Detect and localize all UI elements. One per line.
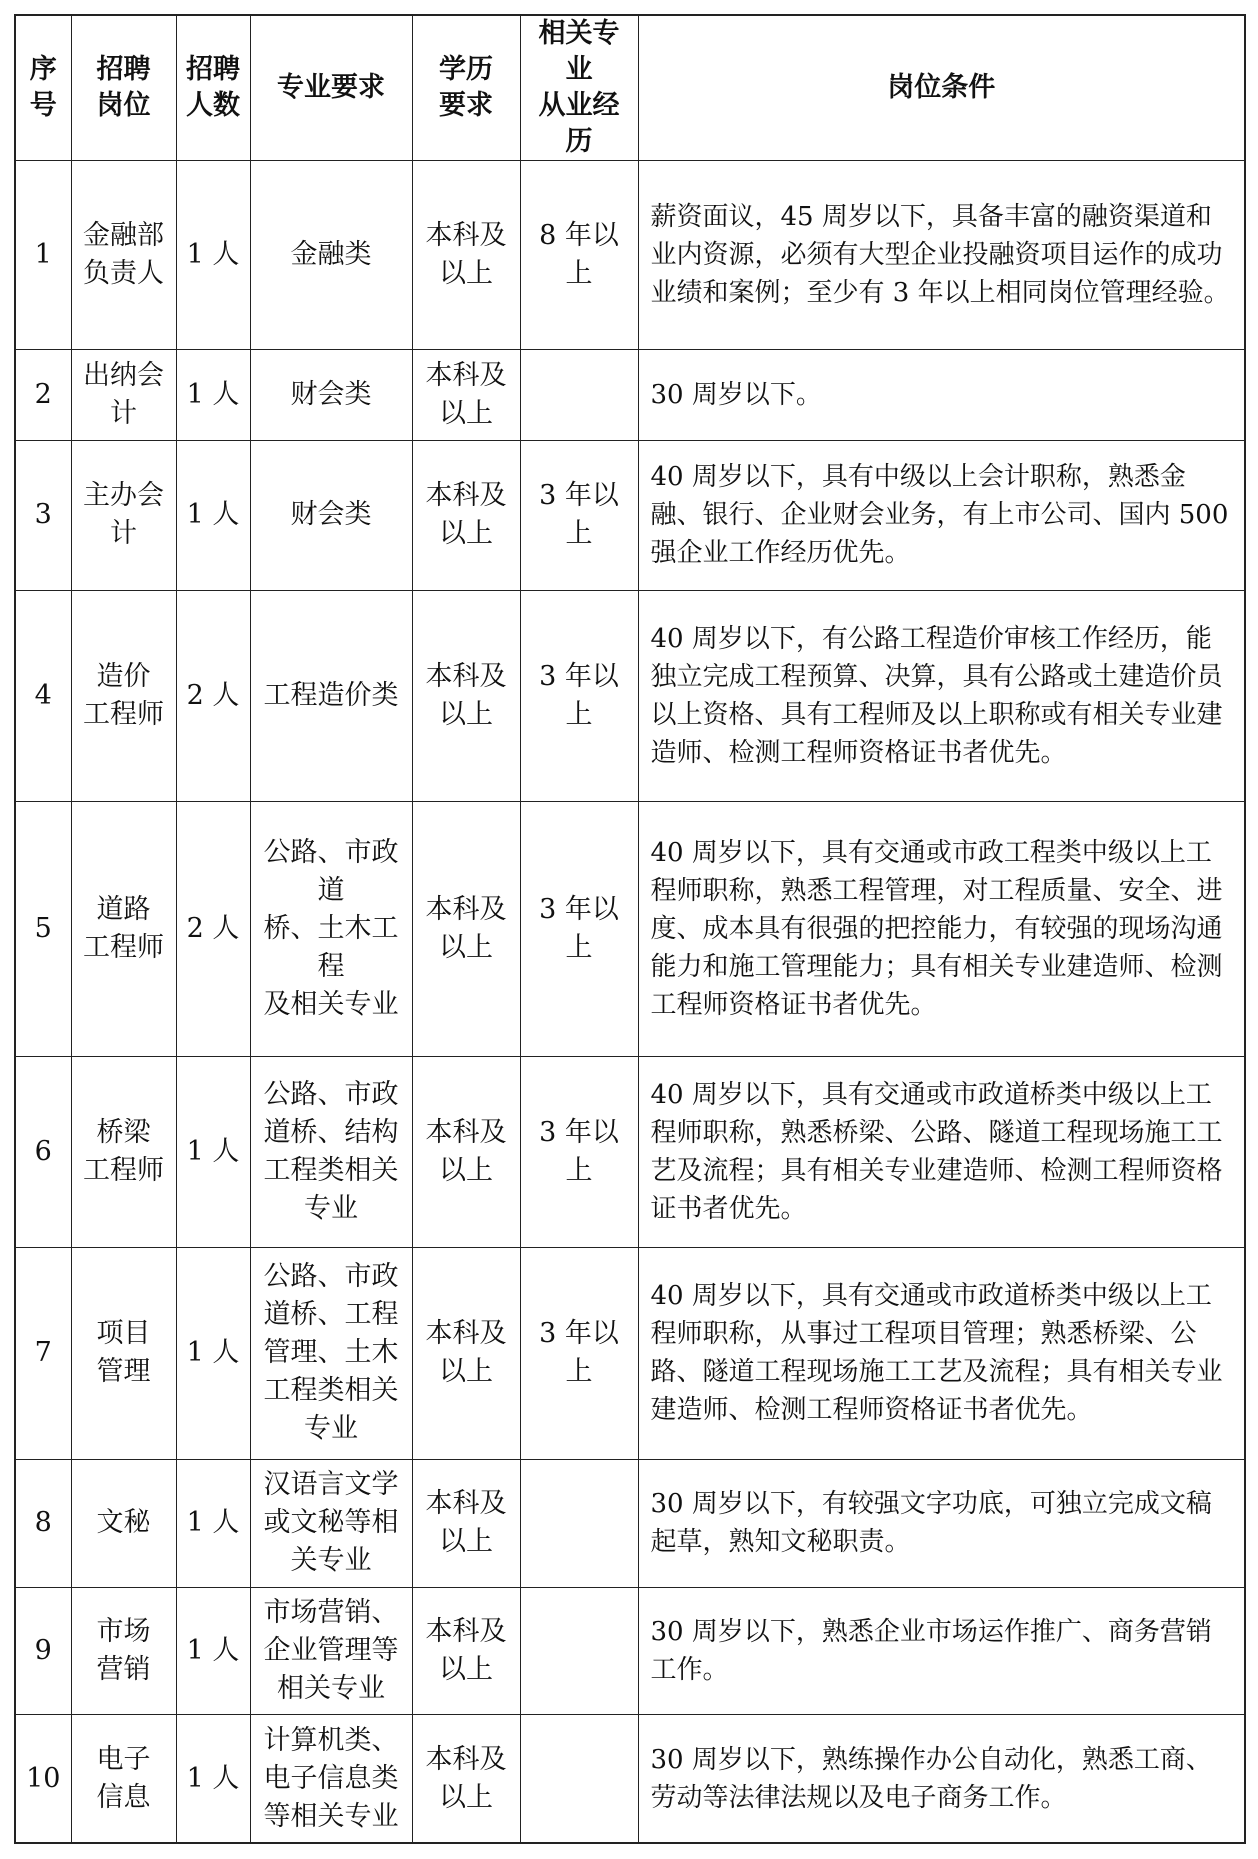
table-row: [15, 161, 1245, 350]
education-requirement: 本科及 以上: [412, 1247, 520, 1459]
row-number: 3: [15, 440, 71, 590]
recruitment-table: [14, 14, 1246, 1844]
experience-requirement: 3 年以上: [520, 590, 638, 801]
experience-requirement: [520, 349, 638, 440]
headcount: 1 人: [176, 1715, 250, 1843]
major-requirement: 财会类: [250, 349, 412, 440]
post-conditions: 40 周岁以下，有公路工程造价审核工作经历，能独立完成工程预算、决算，具有公路或土建造价员以上资格、具有工程师及以上职称或有相关专业建造师、检测工程师资格证书者优先。: [638, 590, 1245, 801]
headcount: 1 人: [176, 1587, 250, 1715]
headcount: 2 人: [176, 590, 250, 801]
major-requirement: 汉语言文学 或文秘等相 关专业: [250, 1459, 412, 1587]
row-number: 10: [15, 1715, 71, 1843]
header-row: [15, 15, 1245, 161]
post-name: 桥梁 工程师: [71, 1056, 176, 1247]
row-number: 7: [15, 1247, 71, 1459]
row-number: 9: [15, 1587, 71, 1715]
headcount: 2 人: [176, 801, 250, 1056]
experience-requirement: [520, 1715, 638, 1843]
row-number: 8: [15, 1459, 71, 1587]
post-name: 市场 营销: [71, 1587, 176, 1715]
major-requirement: 公路、市政 道桥、结构 工程类相关 专业: [250, 1056, 412, 1247]
education-requirement: 本科及 以上: [412, 1459, 520, 1587]
header-exp: 相关专业 从业经历: [520, 15, 638, 161]
table-row: [15, 1056, 1245, 1247]
row-number: 2: [15, 349, 71, 440]
major-requirement: 计算机类、 电子信息类 等相关专业: [250, 1715, 412, 1843]
education-requirement: 本科及 以上: [412, 1056, 520, 1247]
major-requirement: 财会类: [250, 440, 412, 590]
headcount: 1 人: [176, 440, 250, 590]
education-requirement: 本科及 以上: [412, 1587, 520, 1715]
header-no: 序 号: [15, 15, 71, 161]
post-name: 道路 工程师: [71, 801, 176, 1056]
table-row: [15, 1247, 1245, 1459]
header-post: 招聘 岗位: [71, 15, 176, 161]
education-requirement: 本科及 以上: [412, 1715, 520, 1843]
major-requirement: 公路、市政道 桥、土木工程 及相关专业: [250, 801, 412, 1056]
headcount: 1 人: [176, 1056, 250, 1247]
post-conditions: 30 周岁以下。: [638, 349, 1245, 440]
post-conditions: 40 周岁以下，具有交通或市政道桥类中级以上工程师职称，从事过工程项目管理；熟悉桥梁、公路、隧道工程现场施工工艺及流程；具有相关专业建造师、检测工程师资格证书者优先。: [638, 1247, 1245, 1459]
table-row: [15, 349, 1245, 440]
post-name: 项目 管理: [71, 1247, 176, 1459]
post-conditions: 30 周岁以下，有较强文字功底，可独立完成文稿起草，熟知文秘职责。: [638, 1459, 1245, 1587]
headcount: 1 人: [176, 1459, 250, 1587]
table-row: [15, 590, 1245, 801]
row-number: 4: [15, 590, 71, 801]
experience-requirement: 8 年以上: [520, 161, 638, 350]
experience-requirement: 3 年以上: [520, 1247, 638, 1459]
post-conditions: 30 周岁以下，熟练操作办公自动化，熟悉工商、劳动等法律法规以及电子商务工作。: [638, 1715, 1245, 1843]
row-number: 6: [15, 1056, 71, 1247]
major-requirement: 工程造价类: [250, 590, 412, 801]
education-requirement: 本科及 以上: [412, 161, 520, 350]
post-name: 文秘: [71, 1459, 176, 1587]
table-body: [15, 161, 1245, 1844]
header-edu: 学历 要求: [412, 15, 520, 161]
headcount: 1 人: [176, 1247, 250, 1459]
table-row: [15, 1459, 1245, 1587]
experience-requirement: 3 年以上: [520, 440, 638, 590]
table-row: [15, 801, 1245, 1056]
post-conditions: 40 周岁以下，具有交通或市政道桥类中级以上工程师职称，熟悉桥梁、公路、隧道工程现场施工工艺及流程；具有相关专业建造师、检测工程师资格证书者优先。: [638, 1056, 1245, 1247]
education-requirement: 本科及 以上: [412, 801, 520, 1056]
row-number: 5: [15, 801, 71, 1056]
post-conditions: 30 周岁以下，熟悉企业市场运作推广、商务营销工作。: [638, 1587, 1245, 1715]
post-name: 金融部 负责人: [71, 161, 176, 350]
education-requirement: 本科及 以上: [412, 440, 520, 590]
education-requirement: 本科及 以上: [412, 349, 520, 440]
major-requirement: 金融类: [250, 161, 412, 350]
experience-requirement: 3 年以上: [520, 801, 638, 1056]
major-requirement: 市场营销、 企业管理等 相关专业: [250, 1587, 412, 1715]
post-conditions: 薪资面议，45 周岁以下，具备丰富的融资渠道和业内资源，必须有大型企业投融资项目运作的成功业绩和案例；至少有 3 年以上相同岗位管理经验。: [638, 161, 1245, 350]
headcount: 1 人: [176, 349, 250, 440]
experience-requirement: [520, 1587, 638, 1715]
post-name: 造价 工程师: [71, 590, 176, 801]
education-requirement: 本科及 以上: [412, 590, 520, 801]
experience-requirement: [520, 1459, 638, 1587]
post-conditions: 40 周岁以下，具有交通或市政工程类中级以上工程师职称，熟悉工程管理，对工程质量、安全、进度、成本具有很强的把控能力，有较强的现场沟通能力和施工管理能力；具有相关专业建造师、检测工程师资格证书者优先。: [638, 801, 1245, 1056]
table-row: [15, 1715, 1245, 1843]
header-count: 招聘 人数: [176, 15, 250, 161]
major-requirement: 公路、市政 道桥、工程 管理、土木 工程类相关 专业: [250, 1247, 412, 1459]
row-number: 1: [15, 161, 71, 350]
header-cond: 岗位条件: [638, 15, 1245, 161]
post-name: 电子 信息: [71, 1715, 176, 1843]
experience-requirement: 3 年以上: [520, 1056, 638, 1247]
post-name: 主办会计: [71, 440, 176, 590]
table-row: [15, 1587, 1245, 1715]
post-conditions: 40 周岁以下，具有中级以上会计职称，熟悉金融、银行、企业财会业务，有上市公司、国内 500 强企业工作经历优先。: [638, 440, 1245, 590]
table-row: [15, 440, 1245, 590]
headcount: 1 人: [176, 161, 250, 350]
post-name: 出纳会计: [71, 349, 176, 440]
header-major: 专业要求: [250, 15, 412, 161]
